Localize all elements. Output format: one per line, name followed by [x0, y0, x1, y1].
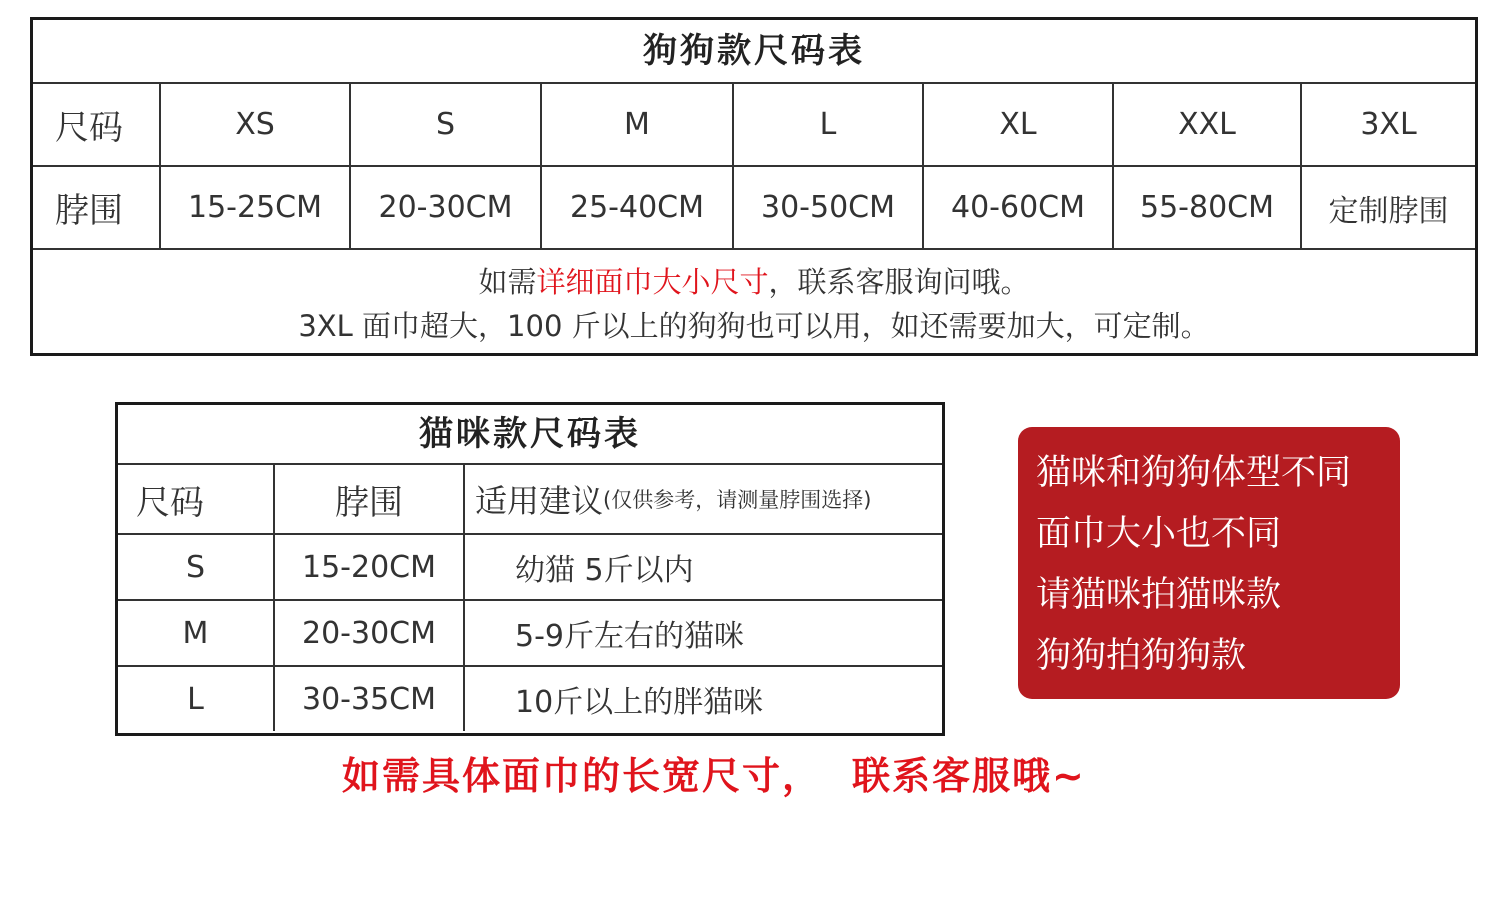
dog-note-suffix: ，联系客服询问哦。: [768, 265, 1030, 299]
dog-table-note: [33, 250, 1475, 355]
dog-size-cell-custom: 3XL: [1360, 107, 1417, 142]
cat-neck-cell: 15-20CM: [275, 535, 465, 599]
table-row: [118, 667, 942, 731]
dog-neck-cell-custom: 定制脖围: [1328, 193, 1449, 229]
dog-size-header: 尺码: [33, 84, 161, 165]
dog-neck-cell: 15-25CM: [161, 167, 351, 248]
bottom-contact-note: [342, 745, 1172, 805]
dog-neck-cell: 55-80CM: [1114, 167, 1302, 248]
dog-table-title: 狗狗款尺码表: [33, 20, 1475, 84]
cat-size-cell: S: [118, 535, 275, 599]
dog-size-cell: XL: [924, 84, 1114, 165]
dog-size-cell: M: [542, 84, 734, 165]
table-row: [118, 601, 942, 667]
bottom-note-part-2: 联系客服哦~: [852, 754, 1086, 798]
dog-note-line-1: [33, 260, 1475, 304]
dog-neck-cell: 40-60CM: [924, 167, 1114, 248]
dog-size-cell: XXL: [1114, 84, 1302, 165]
notice-box: [1018, 427, 1400, 699]
cat-table-title: 猫咪款尺码表: [118, 405, 942, 465]
dog-size-cell: S: [351, 84, 542, 165]
notice-line: 面巾大小也不同: [1036, 514, 1282, 554]
cat-suggest-cell: 5-9斤左右的猫咪: [515, 619, 744, 654]
table-row: [118, 535, 942, 601]
notice-line: 猫咪和狗狗体型不同: [1036, 453, 1352, 493]
bottom-note-part-1: 如需具体面巾的长宽尺寸，: [342, 754, 823, 798]
dog-size-cell: XS: [161, 84, 351, 165]
cat-size-header: 尺码: [118, 465, 275, 533]
cat-suggest-cell: 幼猫 5斤以内: [515, 553, 694, 588]
cat-size-cell: M: [118, 601, 275, 665]
cat-neck-cell: 30-35CM: [275, 667, 465, 731]
dog-neck-header: 脖围: [33, 167, 161, 248]
dog-size-table: [30, 17, 1478, 356]
dog-note-line-2: 3XL 面巾超大，100 斤以上的狗狗也可以用，如还需要加大，可定制。: [298, 309, 1210, 343]
cat-suggest-cell: 10斤以上的胖猫咪: [515, 685, 764, 720]
cat-size-cell: L: [118, 667, 275, 731]
cat-size-table: [115, 402, 945, 736]
cat-neck-cell: 20-30CM: [275, 601, 465, 665]
dog-note-prefix: 如需: [478, 265, 537, 299]
cat-suggest-label: 适用建议: [475, 482, 604, 520]
dog-neck-row: [33, 167, 1475, 250]
dog-note-highlight: 详细面巾大小尺寸: [536, 265, 769, 299]
notice-line: 狗狗拍狗狗款: [1036, 636, 1247, 676]
dog-neck-cell: 30-50CM: [734, 167, 924, 248]
dog-size-cell: L: [734, 84, 924, 165]
notice-line: 请猫咪拍猫咪款: [1036, 575, 1282, 615]
dog-size-row: [33, 84, 1475, 167]
cat-suggest-hint: (仅供参考，请测量脖围选择): [603, 488, 872, 512]
cat-neck-header: 脖围: [275, 465, 465, 533]
dog-neck-cell: 25-40CM: [542, 167, 734, 248]
dog-neck-cell: 20-30CM: [351, 167, 542, 248]
cat-suggest-header: [465, 465, 942, 533]
cat-header-row: [118, 465, 942, 535]
